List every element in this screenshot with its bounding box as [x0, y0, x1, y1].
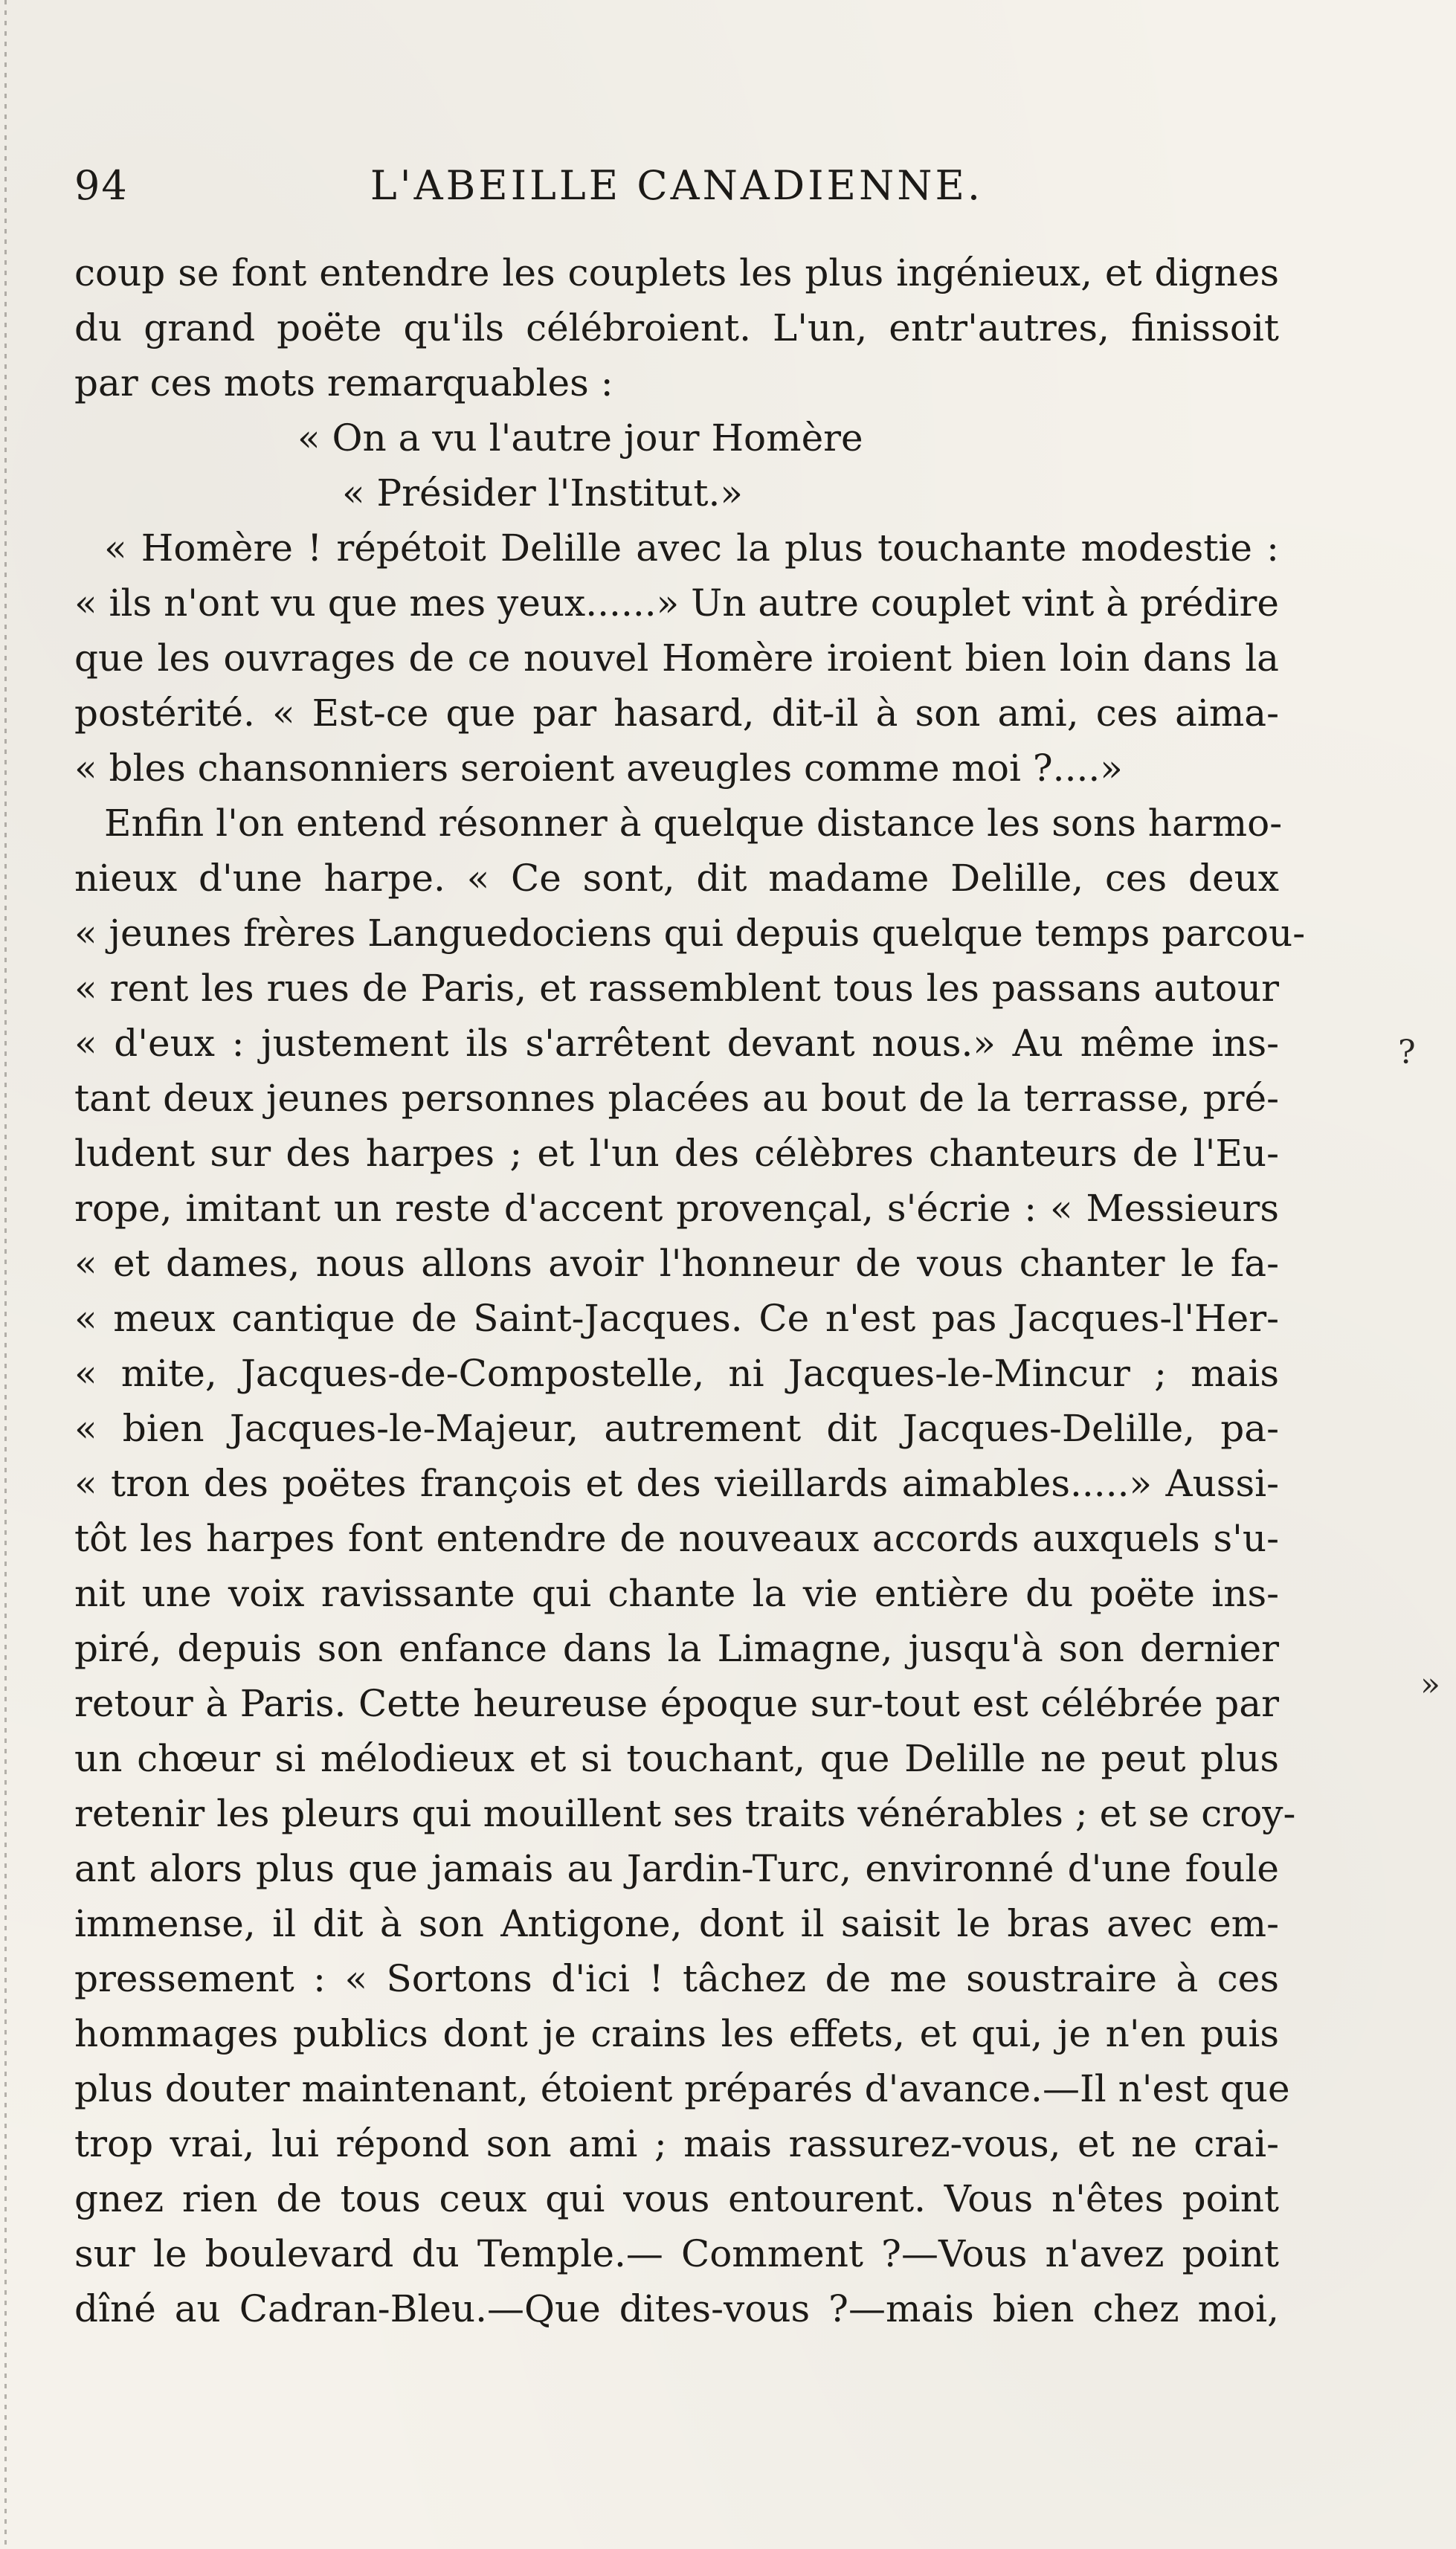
text-line: piré, depuis son enfance dans la Limagne, jusqu'à son dernier: [74, 1627, 1279, 1670]
text-line: immense, il dit à son Antigone, dont il saisit le bras avec em-: [74, 1902, 1279, 1945]
text-line: « tron des poëtes françois et des vieillards aimables.....» Aussi-: [74, 1462, 1279, 1505]
text-line: que les ouvrages de ce nouvel Homère iroient bien loin dans la: [74, 637, 1279, 680]
text-line: ludent sur des harpes ; et l'un des célèbres chanteurs de l'Eu-: [74, 1132, 1279, 1175]
text-line: nieux d'une harpe. « Ce sont, dit madame Delille, ces deux: [74, 857, 1279, 900]
text-line: tant deux jeunes personnes placées au bout de la terrasse, pré-: [74, 1077, 1279, 1120]
text-line: un chœur si mélodieux et si touchant, que Delille ne peut plus: [74, 1737, 1279, 1780]
text-line: Enfin l'on entend résonner à quelque distance les sons harmo-: [104, 802, 1283, 845]
text-line: postérité. « Est-ce que par hasard, dit-il à son ami, ces aima-: [74, 692, 1279, 735]
text-line: « et dames, nous allons avoir l'honneur de vous chanter le fa-: [74, 1242, 1279, 1285]
text-line: par ces mots remarquables :: [74, 361, 613, 405]
text-line: « rent les rues de Paris, et rassemblent tous les passans autour: [74, 967, 1279, 1010]
text-line: tôt les harpes font entendre de nouveaux accords auxquels s'u-: [74, 1517, 1279, 1560]
text-line: dîné au Cadran-Bleu.—Que dites-vous ?—mais bien chez moi,: [74, 2287, 1279, 2330]
text-line: plus douter maintenant, étoient préparés d'avance.—Il n'est que: [74, 2067, 1290, 2110]
margin-mark: »: [1420, 1666, 1440, 1704]
text-line: sur le boulevard du Temple.— Comment ?—Vous n'avez point: [74, 2232, 1279, 2275]
text-line: « jeunes frères Languedociens qui depuis quelque temps parcou-: [74, 912, 1306, 955]
text-line: « mite, Jacques-de-Compostelle, ni Jacques-le-Mincur ; mais: [74, 1352, 1279, 1395]
text-line: « d'eux : justement ils s'arrêtent devant nous.» Au même ins-: [74, 1022, 1279, 1065]
text-line: gnez rien de tous ceux qui vous entourent. Vous n'êtes point: [74, 2177, 1279, 2220]
verse-line: « On a vu l'autre jour Homère: [297, 416, 863, 460]
margin-mark: ?: [1398, 1034, 1416, 1072]
page-header: [74, 162, 1279, 222]
text-line: hommages publics dont je crains les effets, et qui, je n'en puis: [74, 2012, 1279, 2055]
text-line: ant alors plus que jamais au Jardin-Turc, environné d'une foule: [74, 1847, 1279, 1890]
text-line: « bien Jacques-le-Majeur, autrement dit Jacques-Delille, pa-: [74, 1407, 1279, 1450]
verse-line: « Présider l'Institut.»: [342, 471, 743, 515]
text-line: pressement : « Sortons d'ici ! tâchez de me soustraire à ces: [74, 1957, 1279, 2000]
text-line: trop vrai, lui répond son ami ; mais rassurez-vous, et ne crai-: [74, 2122, 1279, 2165]
text-line: rope, imitant un reste d'accent provençal, s'écrie : « Messieurs: [74, 1187, 1279, 1230]
running-title: L'ABEILLE CANADIENNE.: [370, 162, 984, 209]
page-number: 94: [74, 162, 129, 209]
text-line: « ils n'ont vu que mes yeux......» Un autre couplet vint à prédire: [74, 581, 1279, 625]
text-line: « meux cantique de Saint-Jacques. Ce n'est pas Jacques-l'Her-: [74, 1297, 1279, 1340]
text-line: retour à Paris. Cette heureuse époque sur-tout est célébrée par: [74, 1682, 1279, 1725]
text-line: « bles chansonniers seroient aveugles comme moi ?....»: [74, 747, 1123, 790]
text-line: retenir les pleurs qui mouillent ses traits vénérables ; et se croy-: [74, 1792, 1296, 1835]
body-text: [74, 245, 1306, 2336]
text-line: du grand poëte qu'ils célébroient. L'un, entr'autres, finissoit: [74, 306, 1279, 349]
text-line: coup se font entendre les couplets les plus ingénieux, et dignes: [74, 251, 1279, 294]
binding-edge: [4, 0, 7, 2549]
text-line: nit une voix ravissante qui chante la vie entière du poëte ins-: [74, 1572, 1279, 1615]
text-line: « Homère ! répétoit Delille avec la plus touchante modestie :: [104, 526, 1279, 570]
